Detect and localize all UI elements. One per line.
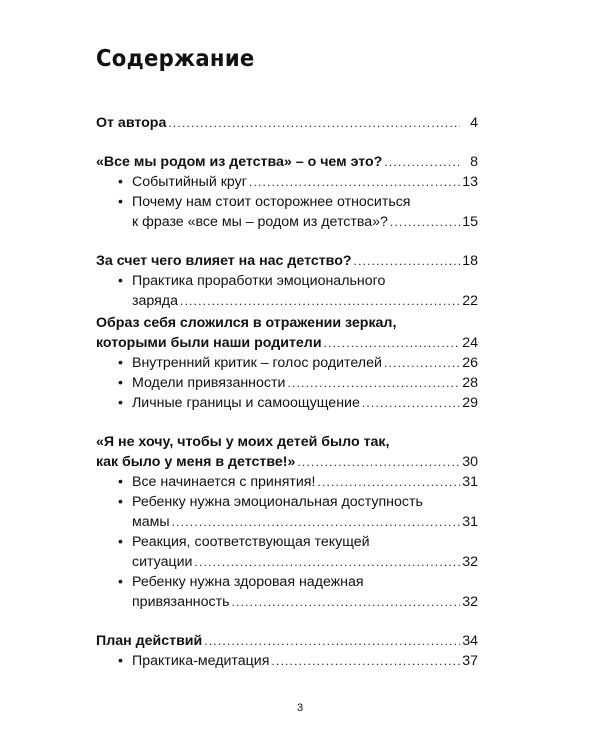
toc-subentry-line[interactable]	[96, 492, 478, 512]
toc-entry-label: Почему нам стоит осторожнее относиться	[132, 194, 411, 210]
toc-leader-dots	[362, 397, 460, 409]
toc-entry-chapter-1[interactable]	[96, 152, 478, 172]
toc-subentry[interactable]	[96, 592, 478, 612]
toc-page-number: 18	[462, 253, 478, 269]
toc-page-number: 28	[462, 375, 478, 391]
bullet-icon: •	[118, 653, 123, 669]
toc-subentry-line[interactable]	[96, 192, 478, 212]
toc-subentry[interactable]	[96, 393, 478, 413]
toc-entry-label: как было у меня в детстве!»	[96, 454, 296, 470]
toc-leader-dots	[194, 556, 460, 568]
toc-subentry-line[interactable]	[96, 572, 478, 592]
toc-entry-label: «Все мы родом из детства» – о чем это?	[96, 154, 383, 170]
toc-leader-dots	[249, 176, 460, 188]
toc-subentry[interactable]	[96, 353, 478, 373]
toc-leader-dots	[172, 516, 460, 528]
toc-leader-dots	[297, 456, 460, 468]
toc-subentry-line[interactable]	[96, 271, 478, 291]
toc-leader-dots	[204, 635, 460, 647]
toc-page-number: 24	[462, 335, 478, 351]
toc-entry-label: План действий	[96, 633, 203, 649]
toc-entry-author[interactable]	[96, 113, 478, 133]
toc-page-number: 30	[462, 454, 478, 470]
toc-entry-label: заряда	[132, 293, 178, 309]
toc-subentry-line[interactable]	[96, 532, 478, 552]
toc-entry-chapter-3[interactable]	[96, 333, 478, 353]
toc-page-number: 22	[462, 293, 478, 309]
toc-leader-dots	[232, 596, 461, 608]
bullet-icon: •	[118, 395, 123, 411]
table-of-contents	[96, 113, 478, 671]
toc-subentry[interactable]	[96, 552, 478, 572]
bullet-icon: •	[118, 574, 123, 590]
toc-page-number: 26	[462, 355, 478, 371]
page-number: 3	[296, 702, 304, 714]
bullet-icon: •	[118, 534, 123, 550]
toc-leader-dots	[271, 655, 460, 667]
toc-entry-label: Событийный круг	[132, 174, 247, 190]
toc-subentry[interactable]	[96, 651, 478, 671]
toc-page-number: 34	[462, 633, 478, 649]
toc-entry-label: Все начинается с принятия!	[132, 474, 316, 490]
toc-entry-label: От автора	[96, 115, 167, 131]
bullet-icon: •	[118, 355, 123, 371]
toc-page-number: 37	[462, 653, 478, 669]
toc-subentry[interactable]	[96, 212, 478, 232]
toc-leader-dots	[390, 216, 460, 228]
toc-entry-label: мамы	[132, 514, 170, 530]
page-title: Содержание	[96, 46, 255, 72]
toc-leader-dots	[384, 357, 460, 369]
toc-leader-dots	[324, 337, 460, 349]
bullet-icon: •	[118, 494, 123, 510]
toc-entry-label: Ребенку нужна эмоциональная доступность	[132, 494, 423, 510]
bullet-icon: •	[118, 194, 123, 210]
toc-entry-label: Практика-медитация	[132, 653, 270, 669]
toc-page-number: 32	[462, 594, 478, 610]
toc-leader-dots	[168, 117, 460, 129]
toc-entry-label: привязанность	[132, 594, 230, 610]
toc-entry-chapter-3-line[interactable]	[96, 313, 478, 333]
toc-entry-label: которыми были наши родители	[96, 335, 322, 351]
toc-leader-dots	[180, 295, 460, 307]
toc-subentry[interactable]	[96, 472, 478, 492]
toc-entry-label: Модели привязанности	[132, 375, 286, 391]
toc-subentry[interactable]	[96, 291, 478, 311]
toc-page-number: 4	[470, 115, 478, 131]
toc-leader-dots	[317, 476, 460, 488]
toc-entry-label: ситуации	[132, 554, 193, 570]
toc-entry-label: Практика проработки эмоционального	[132, 273, 386, 289]
bullet-icon: •	[118, 474, 123, 490]
toc-entry-label: Образ себя сложился в отражении зеркал,	[96, 315, 397, 331]
bullet-icon: •	[118, 174, 123, 190]
bullet-icon: •	[118, 375, 123, 391]
toc-entry-chapter-4-line[interactable]	[96, 432, 478, 452]
toc-leader-dots	[287, 377, 460, 389]
toc-page-number: 15	[462, 214, 478, 230]
toc-entry-label: Внутренний критик – голос родителей	[132, 355, 382, 371]
toc-page-number: 32	[462, 554, 478, 570]
toc-entry-label: Личные границы и самоощущение	[132, 395, 360, 411]
toc-entry-label: Реакция, соответствующая текущей	[132, 534, 370, 550]
toc-entry-chapter-2[interactable]	[96, 251, 478, 271]
toc-page-number: 8	[470, 154, 478, 170]
toc-subentry[interactable]	[96, 172, 478, 192]
toc-entry-chapter-4[interactable]	[96, 452, 478, 472]
toc-page-number: 31	[462, 514, 478, 530]
toc-leader-dots	[384, 156, 460, 168]
toc-entry-label: к фразе «все мы – родом из детства»?	[132, 214, 388, 230]
toc-page-number: 29	[462, 395, 478, 411]
toc-entry-label: «Я не хочу, чтобы у моих детей было так,	[96, 434, 390, 450]
toc-entry-label: За счет чего влияет на нас детство?	[96, 253, 352, 269]
toc-subentry[interactable]	[96, 373, 478, 393]
bullet-icon: •	[118, 273, 123, 289]
toc-entry-label: Ребенку нужна здоровая надежная	[132, 574, 364, 590]
toc-leader-dots	[354, 255, 460, 267]
toc-entry-chapter-5[interactable]	[96, 631, 478, 651]
toc-page-number: 31	[462, 474, 478, 490]
toc-page-number: 13	[462, 174, 478, 190]
toc-subentry[interactable]	[96, 512, 478, 532]
